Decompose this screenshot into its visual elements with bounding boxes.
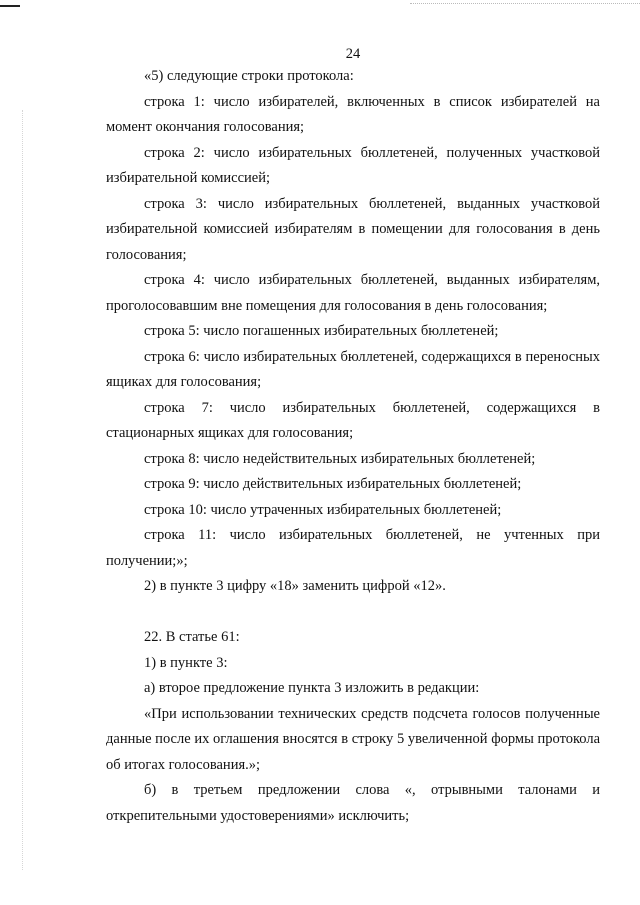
line-5-item: строка 5: число погашенных избирательных бюллетеней;	[144, 323, 499, 339]
line-2-item: строка 2: число избирательных бюллетеней, полученных участковой избирательной комиссией;	[106, 144, 600, 186]
amendment-point-3: 2) в пункте 3 цифру «18» заменить цифрой «12».	[144, 578, 446, 594]
line-7-item: строка 7: число избирательных бюллетеней, содержащихся в стационарных ящиках для голосования;	[106, 399, 600, 441]
scan-edge-dots	[410, 3, 640, 4]
line-3-item: строка 3: число избирательных бюллетеней, выданных участковой избирательной комиссией избирателям в помещении для голосования в день голосования;	[106, 195, 600, 263]
paragraph-gap	[106, 600, 600, 626]
scan-edge-mark	[0, 5, 20, 7]
subpoint-b: б) в третьем предложении слова «, отрывными талонами и открепительными удостоверениями» исключить;	[106, 782, 600, 824]
line-6-item: строка 6: число избирательных бюллетеней, содержащихся в переносных ящиках для голосования;	[106, 348, 600, 390]
subpoint-a: а) второе предложение пункта 3 изложить в редакции:	[144, 680, 480, 696]
line-8-item: строка 8: число недействительных избирательных бюллетеней;	[144, 450, 536, 467]
protocol-lines-intro: «5) следующие строки протокола:	[144, 68, 354, 84]
line-4-item: строка 4: число избирательных бюллетеней, выданных избирателям, проголосовавшим вне помещения для голосования в день голосования;	[106, 272, 600, 314]
page-number: 24	[345, 46, 361, 62]
line-10-item: строка 10: число утраченных избирательных бюллетеней;	[144, 501, 502, 518]
scan-margin-dots	[22, 110, 23, 870]
line-1-item: строка 1: число избирателей, включенных в список избирателей на момент окончания голосования;	[106, 93, 600, 135]
quoted-sentence: «При использовании технических средств подсчета голосов полученные данные после их оглашения вносятся в строку 5 увеличенной формы протокола об итогах голосования.»;	[106, 705, 600, 773]
line-9-item: строка 9: число действительных избирательных бюллетеней;	[144, 476, 522, 492]
article-61-heading: 22. В статье 61:	[144, 629, 240, 645]
line-11-item: строка 11: число избирательных бюллетеней, не учтенных при получении;»;	[106, 527, 600, 569]
point-3-subheading: 1) в пункте 3:	[144, 654, 228, 671]
document-body	[106, 64, 600, 829]
